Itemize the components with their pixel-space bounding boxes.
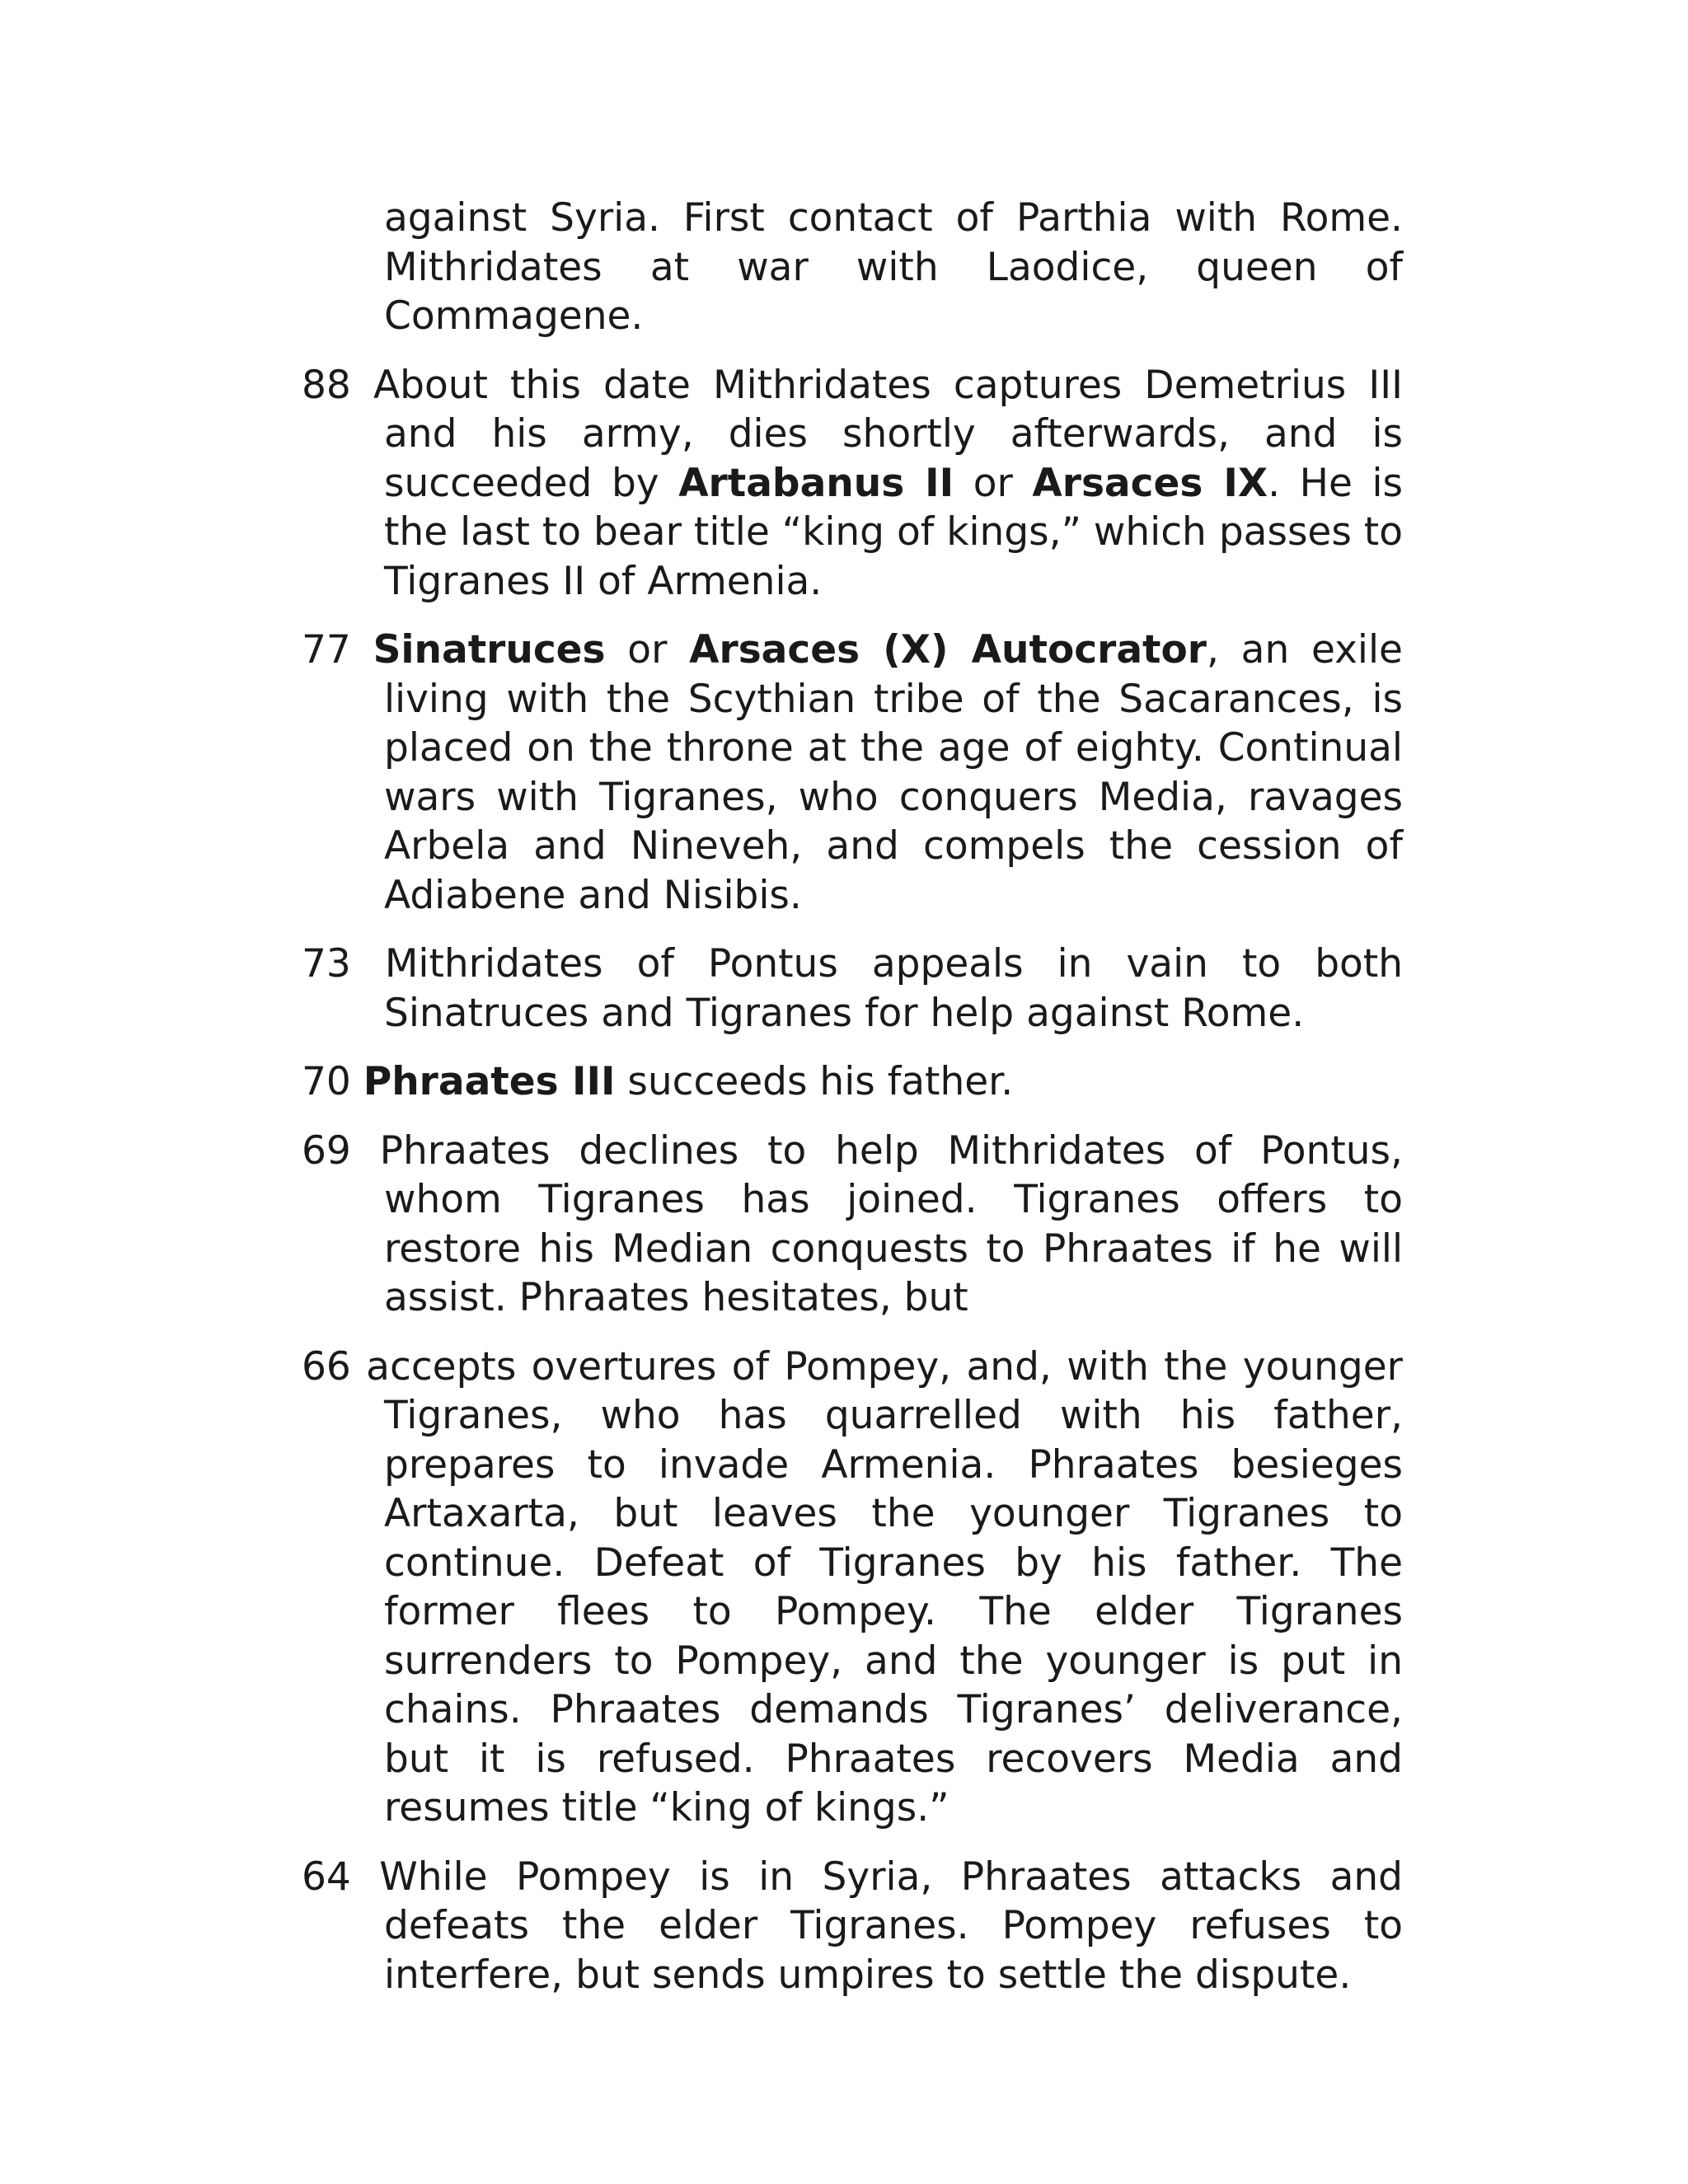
entry-text: accepts overtures of Pompey, and, with the younger Tigranes, who has quarrelled with his father, prepares to invade Armenia. Phraates besieges Artaxarta, but leaves the younger Tigranes to continue. Defeat of Tigranes by his father. The former flees to Pompey. The elder Tigranes surrenders to Pompey, and the younger is put in chains. Phraates demands Tigranes’ deliverance, but it is refused. Phraates recovers Media and resumes title “king of kings.” [366, 1343, 1403, 1830]
chronology-entry-66 [302, 1343, 1403, 1833]
entry-text: While Pompey is in Syria, Phraates attacks and defeats the elder Tigranes. Pompey refuses to interfere, but sends umpires to settle the dispute. [379, 1854, 1403, 1998]
entry-year: 64 [302, 1854, 351, 1900]
entry-year: 69 [302, 1127, 351, 1174]
chronology-entry-77 [302, 626, 1403, 920]
entry-text: Phraates declines to help Mithridates of Pontus, whom Tigranes has joined. Tigranes offers to restore his Median conquests to Phraates if he will assist. Phraates hesitates, but [379, 1127, 1403, 1320]
chronology-entry-64 [302, 1853, 1403, 2000]
entry-year: 70 [302, 1059, 351, 1104]
chronology-entry-88 [302, 361, 1403, 607]
chronology-entry-73 [302, 940, 1403, 1038]
entry-text: , an exile living with the Scythian tribe of the Sacarances, is placed on the throne at the age of eighty. Continual wars with Tigranes, who conquers Media, ravages Arbela and Nineveh, and compels the cession of Adiabene and Nisibis. [384, 627, 1403, 918]
entry-year: 73 [302, 941, 351, 987]
entry-year: 77 [302, 627, 351, 673]
ruler-name: Sinatruces [373, 627, 606, 673]
entry-text: against Syria. First contact of Parthia with Rome. Mithridates at war with Laodice, queen of Commagene. [384, 195, 1403, 339]
entry-text: Mithridates of Pontus appeals in vain to both Sinatruces and Tigranes for help against Rome. [384, 941, 1403, 1036]
chronology-entry-continuation [302, 194, 1403, 341]
ruler-name: Arsaces (X) Autocrator [689, 627, 1207, 673]
chronology-entry-70 [302, 1057, 1403, 1107]
entry-text: or [954, 460, 1033, 506]
entry-year: 88 [302, 362, 351, 408]
entry-text: or [605, 627, 690, 673]
ruler-name: Arsaces IX [1032, 460, 1268, 506]
document-page [302, 194, 1403, 2019]
entry-text: succeeds his father. [615, 1059, 1014, 1104]
ruler-name: Phraates III [363, 1059, 616, 1104]
ruler-name: Artabanus II [678, 460, 954, 506]
entry-text: . He is the last to bear title “king of kings,” which passes to Tigranes II of Armenia. [384, 460, 1403, 604]
chronology-entry-69 [302, 1127, 1403, 1323]
entry-year: 66 [302, 1343, 351, 1390]
entry-text: About this date Mithridates captures Demetrius III and his army, dies shortly afterwards, and is succeeded by [373, 362, 1403, 506]
